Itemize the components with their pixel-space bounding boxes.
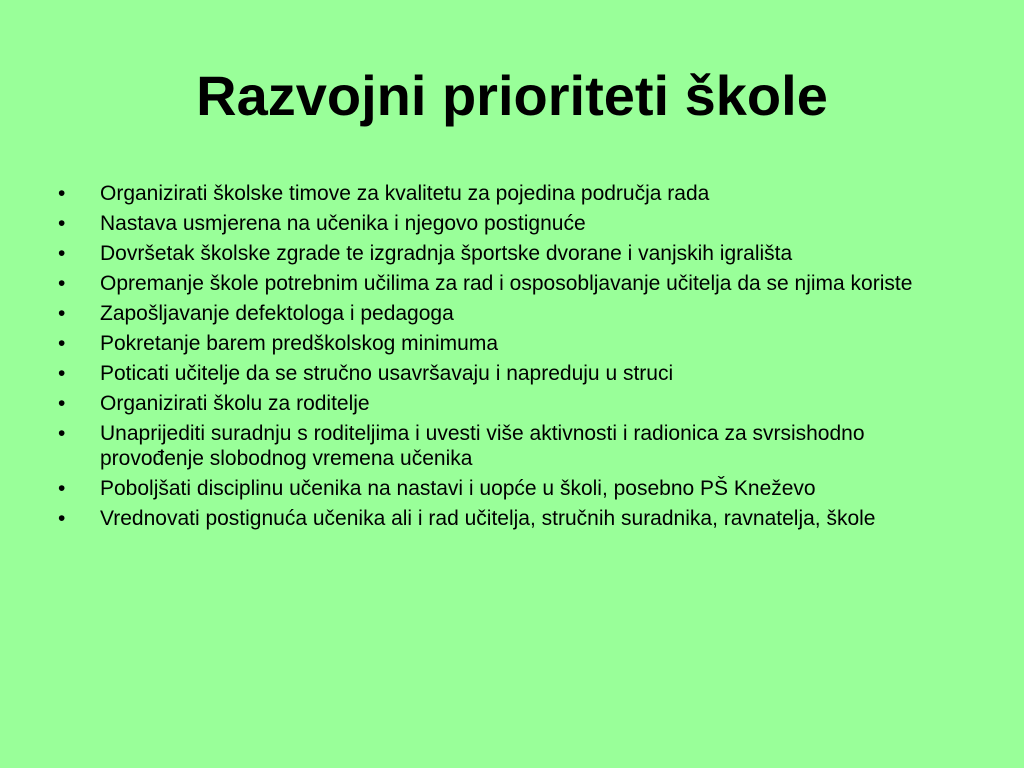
slide-title: Razvojni prioriteti škole (196, 64, 828, 127)
list-item (58, 361, 958, 386)
bullet-list (58, 181, 958, 536)
bullet-icon: • (58, 182, 66, 205)
list-item (58, 391, 958, 416)
list-item-text: Poboljšati disciplinu učenika na nastavi i uopće u školi, posebno PŠ Kneževo (100, 477, 816, 500)
list-item (58, 476, 958, 501)
list-item-text: Unaprijediti suradnju s roditeljima i uvesti više aktivnosti i radionica za svrsishodno provođenje slobodnog vremena učenika (100, 422, 865, 470)
list-item (58, 241, 958, 266)
list-item (58, 211, 958, 236)
list-item-text: Pokretanje barem predškolskog minimuma (100, 332, 499, 355)
bullet-icon: • (58, 332, 66, 355)
list-item (58, 301, 958, 326)
list-item (58, 271, 958, 296)
list-item-text: Organizirati školske timove za kvalitetu za pojedina područja rada (100, 182, 710, 205)
list-item-text: Organizirati školu za roditelje (100, 392, 370, 415)
bullet-icon: • (58, 242, 66, 265)
bullet-icon: • (58, 422, 66, 445)
list-item (58, 421, 958, 471)
list-item (58, 181, 958, 206)
bullet-icon: • (58, 272, 66, 295)
list-item-text: Dovršetak školske zgrade te izgradnja športske dvorane i vanjskih igrališta (100, 242, 793, 265)
bullet-icon: • (58, 507, 66, 530)
bullet-icon: • (58, 362, 66, 385)
list-item-text: Vrednovati postignuća učenika ali i rad učitelja, stručnih suradnika, ravnatelja, škole (100, 507, 876, 530)
bullet-icon: • (58, 477, 66, 500)
bullet-icon: • (58, 392, 66, 415)
list-item (58, 331, 958, 356)
bullet-icon: • (58, 302, 66, 325)
list-item-text: Poticati učitelje da se stručno usavršavaju i napreduju u struci (100, 362, 674, 385)
list-item-text: Opremanje škole potrebnim učilima za rad i osposobljavanje učitelja da se njima koriste (100, 272, 913, 295)
list-item-text: Nastava usmjerena na učenika i njegovo postignuće (100, 212, 586, 235)
bullet-icon: • (58, 212, 66, 235)
list-item (58, 506, 958, 531)
list-item-text: Zapošljavanje defektologa i pedagoga (100, 302, 454, 325)
